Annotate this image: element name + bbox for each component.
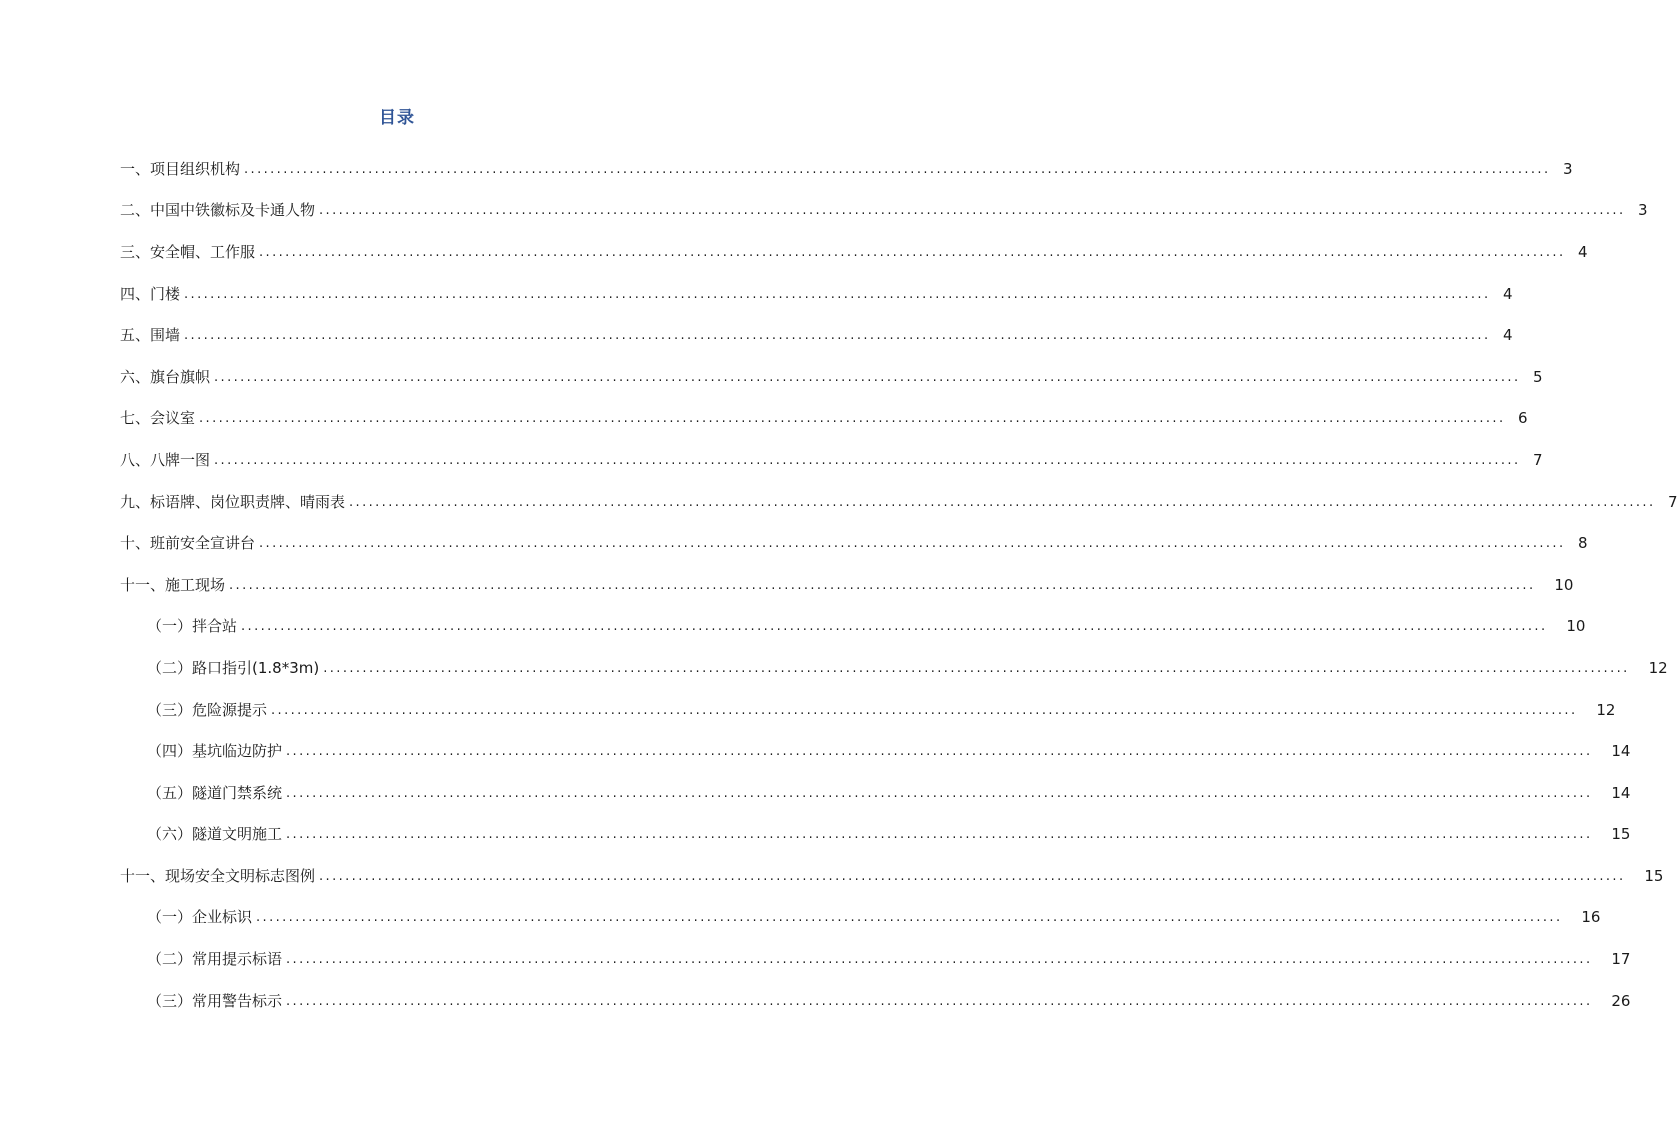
toc-entry-label: 六、旗台旗帜 [120,367,211,386]
toc-entry-page-number: 4 [1577,242,1588,261]
toc-entry[interactable] [120,231,1588,273]
toc-dot-leader: ........................................................................................................................................................................................................ [256,910,1563,926]
toc-entry[interactable] [120,730,1631,772]
toc-dot-leader: ........................................................................................................................................................................................................ [349,494,1656,510]
toc-entry-page-number: 26 [1611,991,1631,1010]
toc-dot-leader: ........................................................................................................................................................................................................ [286,952,1593,968]
toc-entry-page-number: 8 [1577,534,1588,553]
table-of-contents [120,148,1677,1021]
toc-entry-label: 五、围墙 [120,326,181,345]
toc-entry[interactable] [120,481,1677,523]
toc-entry-label: （六）隧道文明施工 [147,825,283,844]
toc-entry-page-number: 17 [1611,950,1631,969]
toc-dot-leader: ........................................................................................................................................................................................................ [241,619,1548,635]
toc-title: 目录 [379,108,415,128]
toc-entry-label: （五）隧道门禁系统 [147,783,283,802]
toc-entry[interactable] [120,814,1631,856]
toc-entry-label: 四、门楼 [120,284,181,303]
toc-entry[interactable] [120,772,1631,814]
toc-dot-leader: ........................................................................................................................................................................................................ [286,785,1593,801]
toc-dot-leader: ........................................................................................................................................................................................................ [286,993,1593,1009]
toc-entry-page-number: 7 [1532,450,1543,469]
toc-entry-label: （一）企业标识 [147,908,253,927]
toc-entry-label: 七、会议室 [120,409,196,428]
toc-entry-label: 八、八牌一图 [120,450,211,469]
toc-dot-leader: ........................................................................................................................................................................................................ [259,536,1566,552]
toc-entry-label: （二）路口指引(1.8*3m) [147,658,320,677]
toc-dot-leader: ........................................................................................................................................................................................................ [244,161,1551,177]
toc-entry[interactable] [120,855,1664,897]
toc-entry-label: 一、项目组织机构 [120,159,241,178]
toc-entry-page-number: 14 [1611,783,1631,802]
toc-entry-page-number: 10 [1554,575,1574,594]
toc-entry[interactable] [120,897,1601,939]
toc-entry[interactable] [120,314,1513,356]
toc-dot-leader: ........................................................................................................................................................................................................ [259,244,1566,260]
toc-dot-leader: ........................................................................................................................................................................................................ [286,827,1593,843]
toc-entry-page-number: 15 [1611,825,1631,844]
toc-entry-page-number: 4 [1502,284,1513,303]
toc-entry-page-number: 15 [1644,866,1664,885]
toc-entry-label: （三）常用警告标示 [147,991,283,1010]
toc-entry[interactable] [120,980,1631,1022]
toc-entry-label: 三、安全帽、工作服 [120,242,256,261]
toc-dot-leader: ........................................................................................................................................................................................................ [184,286,1491,302]
toc-entry-page-number: 3 [1562,159,1573,178]
toc-entry-page-number: 4 [1502,326,1513,345]
toc-dot-leader: ........................................................................................................................................................................................................ [323,660,1630,676]
toc-entry-label: 十一、施工现场 [120,575,226,594]
toc-entry-page-number: 12 [1596,700,1616,719]
toc-dot-leader: ........................................................................................................................................................................................................ [319,868,1626,884]
toc-entry[interactable] [120,356,1543,398]
toc-entry-page-number: 6 [1517,409,1528,428]
toc-entry[interactable] [120,439,1543,481]
toc-entry[interactable] [120,522,1588,564]
toc-dot-leader: ........................................................................................................................................................................................................ [199,411,1506,427]
toc-dot-leader: ........................................................................................................................................................................................................ [286,744,1593,760]
toc-dot-leader: ........................................................................................................................................................................................................ [319,203,1626,219]
toc-entry-label: 十、班前安全宣讲台 [120,534,256,553]
toc-entry[interactable] [120,647,1668,689]
toc-entry-label: （四）基坑临边防护 [147,742,283,761]
toc-dot-leader: ........................................................................................................................................................................................................ [229,577,1536,593]
toc-entry[interactable] [120,938,1631,980]
toc-entry[interactable] [120,689,1616,731]
toc-entry-label: （三）危险源提示 [147,700,268,719]
toc-entry-label: 九、标语牌、岗位职责牌、晴雨表 [120,492,346,511]
toc-entry[interactable] [120,190,1648,232]
toc-entry[interactable] [120,148,1573,190]
toc-entry[interactable] [120,398,1528,440]
toc-entry[interactable] [120,606,1586,648]
toc-entry-page-number: 12 [1648,658,1668,677]
toc-dot-leader: ........................................................................................................................................................................................................ [271,702,1578,718]
toc-dot-leader: ........................................................................................................................................................................................................ [214,369,1521,385]
toc-entry-page-number: 3 [1637,201,1648,220]
toc-entry[interactable] [120,564,1574,606]
toc-entry[interactable] [120,273,1513,315]
toc-entry-label: （二）常用提示标语 [147,950,283,969]
toc-entry-page-number: 5 [1532,367,1543,386]
toc-entry-page-number: 16 [1581,908,1601,927]
toc-entry-page-number: 10 [1566,617,1586,636]
toc-entry-label: 二、中国中铁徽标及卡通人物 [120,201,316,220]
toc-dot-leader: ........................................................................................................................................................................................................ [214,452,1521,468]
toc-entry-page-number: 14 [1611,742,1631,761]
toc-entry-label: （一）拌合站 [147,617,238,636]
toc-dot-leader: ........................................................................................................................................................................................................ [184,328,1491,344]
toc-entry-page-number: 7 [1667,492,1677,511]
toc-entry-label: 十一、现场安全文明标志图例 [120,866,316,885]
